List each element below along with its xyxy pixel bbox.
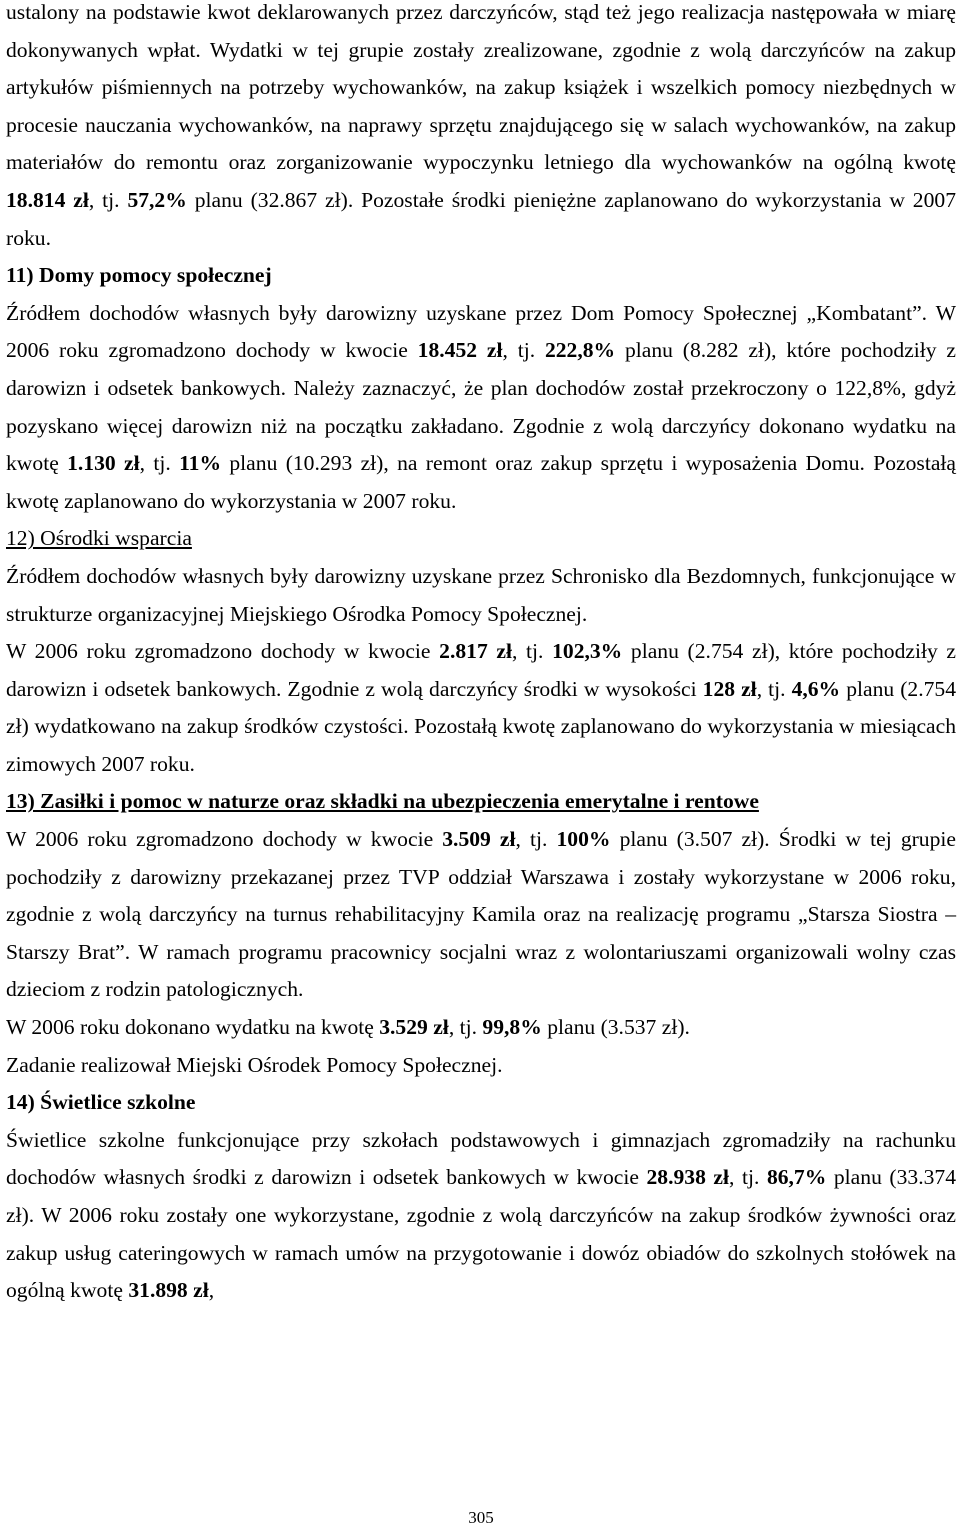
text-run: W 2006 roku dokonano wydatku na kwotę — [6, 1015, 380, 1040]
percentage: 86,7% — [766, 1165, 827, 1190]
section-heading-13 — [6, 783, 956, 821]
percentage: 11% — [179, 451, 222, 476]
text-run: planu (10.293 zł), na remont oraz zakup sprzętu i wyposażenia Domu. Pozostałą kwotę zaplanowano do wykorzystania w 2007 roku. — [6, 451, 956, 513]
text-run: , tj. — [448, 1015, 483, 1040]
text-run: , tj. — [756, 676, 792, 701]
section-heading-12-text: 12) Ośrodki wsparcia — [6, 526, 192, 551]
text-run: planu (32.867 zł). Pozostałe środki pieniężne zaplanowano do wykorzystania w 2007 roku. — [6, 187, 956, 250]
text-run: , tj. — [88, 187, 128, 212]
amount: 2.817 zł — [439, 639, 512, 664]
text-run: W 2006 roku zgromadzono dochody w kwocie — [6, 827, 443, 852]
section-13-paragraph-2 — [6, 1009, 956, 1047]
percentage: 222,8% — [544, 338, 616, 363]
document-page — [6, 0, 956, 1529]
percentage: 102,3% — [552, 639, 623, 664]
section-heading-11: 11) Domy pomocy społecznej — [6, 263, 272, 288]
percentage: 4,6% — [791, 676, 841, 701]
text-run: , tj. — [515, 827, 557, 852]
text-run: , tj. — [511, 639, 553, 664]
text-run: , tj. — [139, 451, 180, 476]
percentage: 100% — [556, 827, 611, 852]
section-heading-14: 14) Świetlice szkolne — [6, 1090, 196, 1115]
section-13-paragraph-3: Zadanie realizował Miejski Ośrodek Pomocy Społecznej. — [6, 1052, 503, 1077]
text-run: planu (2.754 zł), które pochodziły z darowizn i odsetek bankowych. Zgodnie z wolą darczyńcy środki w wysokości — [6, 639, 957, 701]
text-run: planu (33.374 zł). W 2006 roku zostały one wykorzystane, zgodnie z wolą darczyńców na zakup środków żywności oraz zakup usług cateringowych w ramach umów na przygotowanie i dowóz obiadów do szkolnych stołówek na ogólną kwotę — [6, 1165, 956, 1303]
section-11-paragraph — [6, 295, 956, 521]
text-run: Świetlice szkolne funkcjonujące przy szkołach podstawowych i gimnazjach zgromadziły na rachunku dochodów własnych środki z darowizn i odsetek bankowych w kwocie — [6, 1127, 956, 1190]
text-run: , tj. — [729, 1165, 767, 1190]
amount: 128 zł — [702, 676, 757, 701]
amount: 28.938 zł — [646, 1165, 730, 1190]
document-body — [6, 0, 956, 1310]
section-12-paragraph-2 — [6, 633, 956, 783]
percentage: 57,2% — [127, 187, 187, 212]
section-14-paragraph — [6, 1122, 956, 1310]
text-run: planu (8.282 zł), które pochodziły z darowizn i odsetek bankowych. Należy zaznaczyć, że plan dochodów został przekroczony o 122,8%, gdyż pozyskano więcej darowizn niż na początku zakładano. Zgodnie z wolą darczyńcy dokonano wydatku na kwotę — [6, 338, 957, 476]
text-run: planu (3.537 zł). — [541, 1015, 690, 1040]
amount: 18.814 zł — [6, 187, 89, 212]
section-13-paragraph-1 — [6, 821, 956, 1009]
amount: 1.130 zł — [67, 451, 140, 476]
amount: 18.452 zł — [417, 338, 503, 363]
text-run: ustalony na podstawie kwot deklarowanych przez darczyńców, stąd też jego realizacja następowała w miarę dokonywanych wpłat. Wydatki w tej grupie zostały zrealizowane, zgodnie z wolą darczyńców na zakup artykułów piśmiennych na potrzeby wychowanków, na zakup książek i wszelkich pomocy niezbędnych w procesie nauczania wychowanków, na naprawy sprzętu znajdującego się w salach wychowanków, na zakup materiałów do remontu oraz zorganizowanie wypoczynku letniego dla wychowanków na ogólną kwotę — [6, 0, 956, 175]
page-number: 305 — [468, 1508, 494, 1527]
text-run: W 2006 roku zgromadzono dochody w kwocie — [6, 639, 440, 664]
section-12-paragraph-1: Źródłem dochodów własnych były darowizny uzyskane przez Schronisko dla Bezdomnych, funkcjonujące w strukturze organizacyjnej Miejskiego Ośrodka Pomocy Społecznej. — [6, 563, 956, 626]
amount: 3.529 zł — [379, 1015, 449, 1040]
text-run: , tj. — [502, 338, 545, 363]
amount: 3.509 zł — [442, 827, 516, 852]
intro-paragraph — [6, 0, 956, 257]
text-run: planu (2.754 zł) wydatkowano na zakup środków czystości. Pozostałą kwotę zaplanowano do wykorzystania w miesiącach zimowych 2007 roku. — [6, 676, 956, 776]
text-run: , — [208, 1278, 215, 1303]
section-heading-12 — [6, 520, 956, 558]
percentage: 99,8% — [482, 1015, 542, 1040]
section-heading-13-text: 13) Zasiłki i pomoc w naturze oraz składki na ubezpieczenia emerytalne i rentowe — [6, 789, 759, 814]
text-run: Źródłem dochodów własnych były darowizny uzyskane przez Dom Pomocy Społecznej „Kombatant”. W 2006 roku zgromadzono dochody w kwocie — [6, 300, 956, 363]
amount: 31.898 zł — [128, 1278, 209, 1303]
text-run: planu (3.507 zł). Środki w tej grupie pochodziły z darowizny przekazanej przez TVP oddział Warszawa i zostały wykorzystane w 2006 roku, zgodnie z wolą darczyńcy na turnus rehabilitacyjny Kamila oraz na realizację programu „Starsza Siostra – Starszy Brat”. W ramach programu pracownicy socjalni wraz z wolontariuszami organizowali wolny czas dzieciom z rodzin patologicznych. — [6, 827, 956, 1002]
